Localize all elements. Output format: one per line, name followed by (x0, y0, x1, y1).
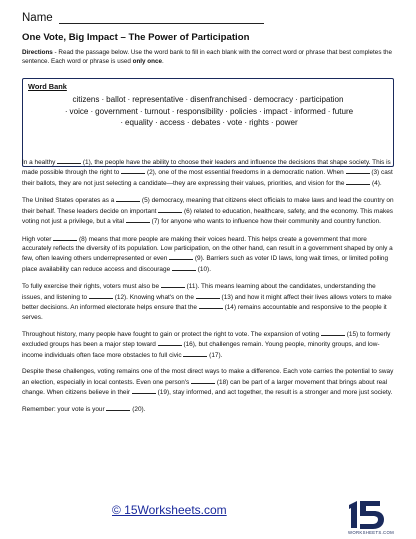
word-bank-word: representative (132, 95, 184, 104)
word-separator: · (154, 118, 158, 128)
word-separator: · (186, 118, 190, 128)
word-bank-word: ballot (106, 95, 126, 104)
word-separator: · (120, 118, 124, 128)
word-bank-word: debates (191, 118, 221, 128)
word-bank-word: future (332, 106, 354, 116)
answer-blank[interactable] (121, 167, 145, 174)
word-bank-word: impact (263, 106, 288, 116)
word-bank (22, 78, 394, 167)
word-bank-word: voice (69, 106, 89, 116)
footer (0, 500, 416, 535)
answer-blank[interactable] (106, 404, 130, 411)
word-bank-word: government (95, 106, 138, 116)
word-separator: · (248, 95, 252, 104)
answer-blank[interactable] (161, 281, 185, 288)
word-bank-word: policies (230, 106, 257, 116)
word-separator: · (270, 118, 274, 128)
answer-blank[interactable] (116, 195, 140, 202)
passage-text: The United States operates as a (22, 197, 117, 205)
answer-blank[interactable] (346, 178, 370, 185)
directions-label: Directions (22, 49, 53, 56)
answer-blank[interactable] (196, 292, 220, 299)
passage-text: To fully exercise their rights, voters must also be (22, 283, 161, 291)
word-separator: · (327, 106, 331, 116)
passage-text: (9). Barriers such as voter ID laws, long wait times, or limited polling place availability can reduce access and discourage (22, 255, 389, 273)
answer-blank[interactable] (346, 167, 370, 174)
directions (22, 48, 396, 66)
passage-text: (8) means that more people are making their voices heard. This helps create a government that more accurately reflects the diversity of its population. Low participation, on the other hand, can result in a government shaped by only a few, often leaving others underrepresented or even (22, 235, 393, 263)
word-separator: · (185, 95, 189, 104)
word-separator: · (289, 106, 293, 116)
answer-blank[interactable] (126, 216, 150, 223)
passage-text: (10). (197, 265, 211, 273)
word-bank-word: access (159, 118, 185, 128)
word-bank-word: turnout (144, 106, 170, 116)
answer-blank[interactable] (89, 292, 113, 299)
word-separator: · (222, 118, 226, 128)
passage-text: (15) to formerly excluded groups has been a major step toward (22, 330, 391, 349)
passage-text: (11). This means learning about the candidates, understanding the issues, and listening to (22, 283, 376, 301)
word-separator: · (127, 95, 131, 104)
word-bank-word: democracy (253, 95, 294, 104)
answer-blank[interactable] (57, 157, 81, 164)
word-bank-word: vote (227, 118, 243, 128)
word-separator: · (259, 106, 262, 116)
word-bank-row (29, 94, 387, 106)
passage-text: (14) remains accountable and responsive to the people it serves. (22, 304, 387, 321)
word-separator: · (244, 118, 248, 128)
passage-text: Throughout history, many people have fought to gain or protect the right to vote. The expansion of voting (22, 330, 321, 338)
worksheets-logo-icon (346, 500, 388, 530)
answer-blank[interactable] (158, 339, 182, 346)
word-bank-word: citizens (72, 95, 100, 104)
passage-paragraph (22, 367, 394, 397)
word-bank-title: Word Bank (28, 82, 67, 91)
passage-text: (16), but challenges remain. Young people, minority groups, and low-income individuals often face more obstacles to full civic (22, 341, 380, 359)
passage-text: (6) related to education, healthcare, safety, and the economy. This makes voting not just a privilege, but a vital (22, 207, 394, 226)
worksheet-title: One Vote, Big Impact – The Power of Participation (22, 32, 250, 43)
directions-emphasis: only once (132, 58, 162, 66)
word-bank-word: rights (249, 118, 269, 128)
word-bank-word: participation (299, 95, 344, 104)
passage-text: High voter (22, 235, 54, 243)
passage-paragraph (22, 157, 394, 188)
word-separator: · (139, 106, 143, 116)
answer-blank[interactable] (183, 350, 207, 357)
passage-text: (3) cast their ballots, they are not just selecting a candidate—they are expressing their values, priorities, and vision for the (22, 169, 393, 187)
answer-blank[interactable] (169, 253, 193, 260)
word-separator: · (295, 95, 298, 104)
directions-text: - Read the passage below. Use the word bank to fill in each blank with the correct word or phrase that best completes the sentence. Each word or phrase is used (22, 49, 392, 66)
word-separator: · (90, 106, 94, 116)
word-separator: · (225, 106, 228, 116)
passage-text: (12). Knowing what's on the (114, 293, 196, 301)
word-separator: · (101, 95, 105, 104)
word-separator: · (64, 106, 68, 116)
answer-blank[interactable] (191, 377, 215, 384)
word-bank-word: informed (294, 106, 326, 116)
answer-blank[interactable] (321, 329, 345, 336)
name-row (22, 12, 264, 24)
word-bank-row (29, 106, 387, 118)
site-link[interactable]: © 15Worksheets.com (112, 503, 227, 517)
name-label: Name (22, 12, 53, 24)
passage-text: (7) for anyone who wants to influence how their community and country function. (151, 218, 381, 226)
word-separator: · (171, 106, 175, 116)
passage-paragraph (22, 234, 394, 275)
word-bank-word: disenfranchised (190, 95, 247, 104)
passage-text: (1), the people have the ability to choose their leaders and influence the decisions that shape society. This is made possible through the right to (22, 159, 391, 177)
word-bank-row (29, 117, 387, 129)
directions-end: . (162, 58, 164, 66)
passage-paragraph (22, 281, 394, 322)
answer-blank[interactable] (53, 234, 77, 241)
word-bank-words (29, 94, 387, 129)
answer-blank[interactable] (132, 387, 156, 394)
logo-text: WORKSHEETS.COM (348, 530, 394, 535)
passage (22, 157, 394, 422)
passage-paragraph (22, 329, 394, 360)
passage-paragraph (22, 195, 394, 226)
word-bank-word: responsibility (176, 106, 224, 116)
passage-text: (19), stay informed, and act together, the result is a stronger and more just society. (157, 389, 393, 397)
name-line (59, 12, 264, 24)
passage-text: (2), one of the most essential freedoms in a democratic nation. When (146, 169, 346, 177)
passage-text: (4). (372, 179, 382, 187)
passage-paragraph (22, 404, 394, 414)
passage-text: In a healthy (22, 159, 58, 166)
passage-text: (5) democracy, meaning that citizens elect officials to make laws and lead the country on their behalf. These leaders decide on important (22, 197, 394, 215)
passage-text: (18) can be part of a larger movement that brings about real change. When citizens believe in their (22, 378, 388, 397)
passage-text: (20). (132, 406, 146, 414)
answer-blank[interactable] (199, 302, 223, 309)
answer-blank[interactable] (172, 264, 196, 271)
word-bank-word: equality (125, 118, 153, 128)
passage-text: Remember: your vote is your (22, 406, 107, 414)
passage-text: (13) and how it might affect their lives allows voters to make better decisions. An informed electorate helps ensure that the (22, 293, 392, 312)
passage-text: Despite these challenges, voting remains one of the most direct ways to make a difference. Each vote carries the potential to sway an election, especially in local contests. Even one person's (22, 368, 394, 386)
word-bank-word: power (275, 118, 298, 128)
passage-text: (17). (209, 351, 223, 359)
answer-blank[interactable] (158, 206, 182, 213)
